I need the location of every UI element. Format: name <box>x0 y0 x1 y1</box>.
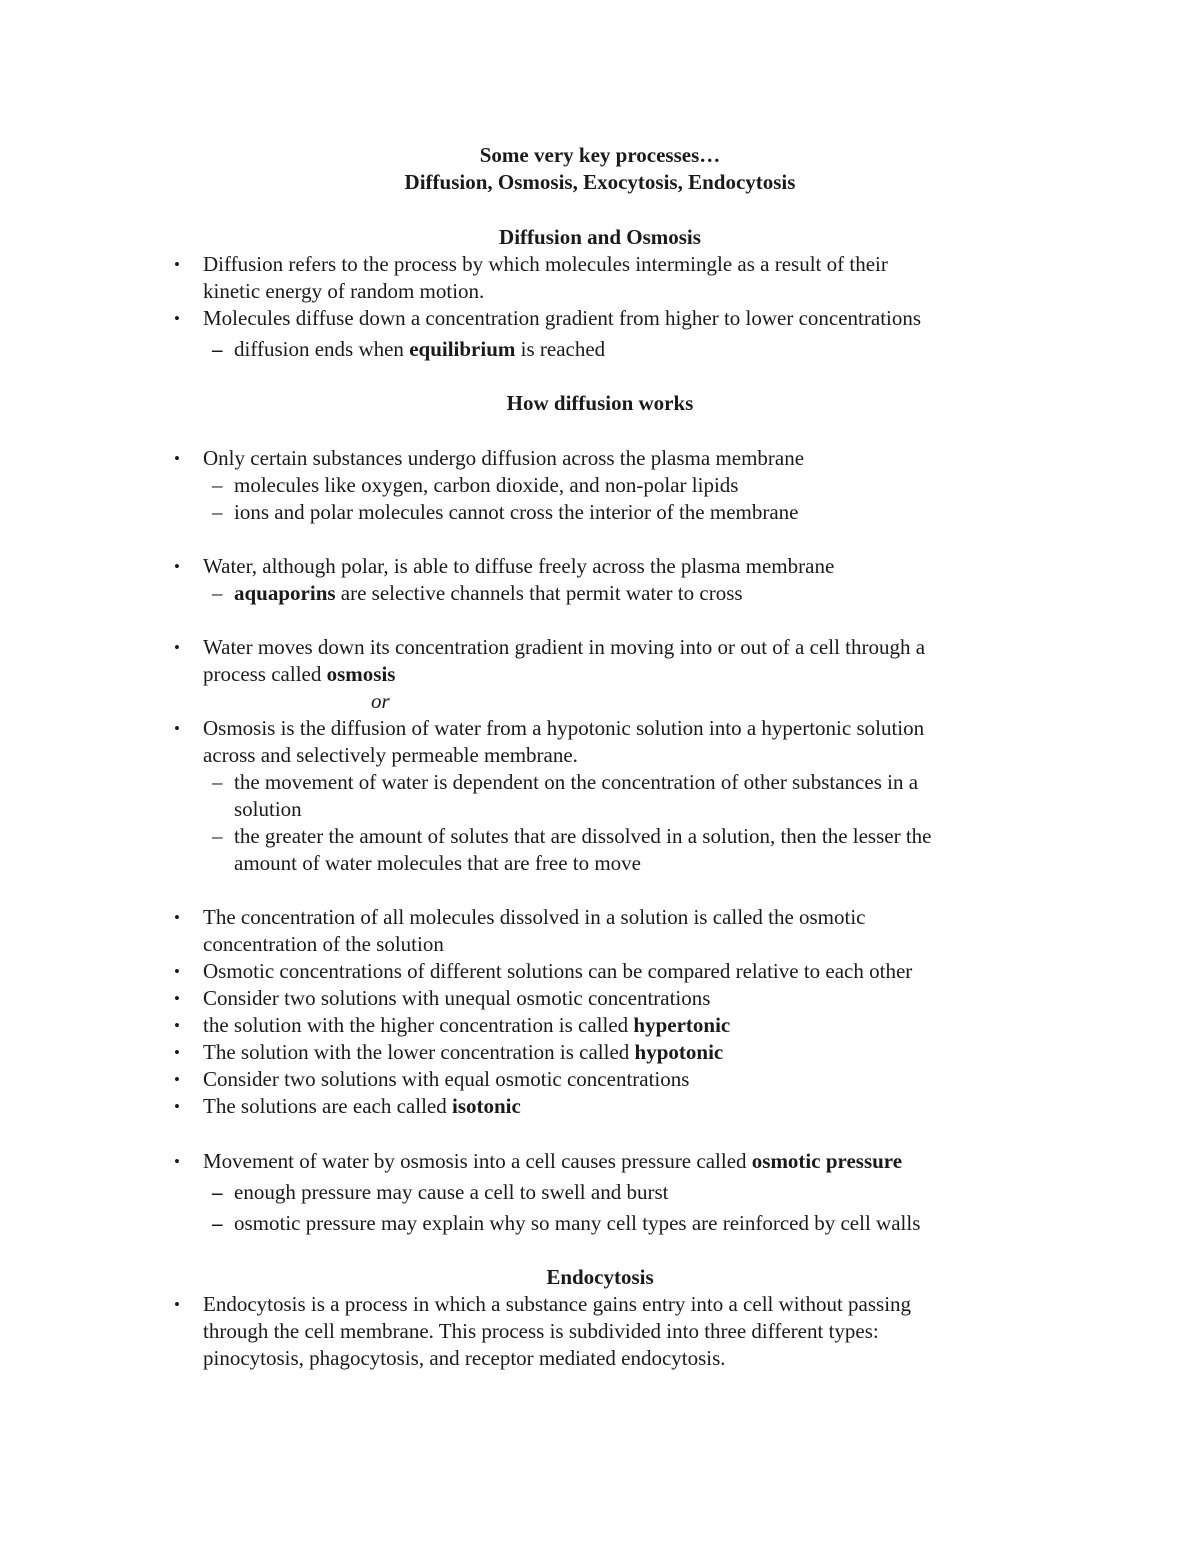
bullet-icon: • <box>174 989 180 1008</box>
list-item-text: Osmotic concentrations of different solutions can be compared relative to each other <box>203 959 913 983</box>
dash-icon: – <box>212 1180 223 1204</box>
sub-item-text: the greater the amount of solutes that are dissolved in a solution, then the lesser the <box>234 824 932 848</box>
list-item-text: kinetic energy of random motion. <box>203 279 485 303</box>
list-item-text: Water, although polar, is able to diffuse freely across the plasma membrane <box>203 554 835 578</box>
dash-icon: – <box>212 770 223 794</box>
bullet-icon: • <box>174 1295 180 1314</box>
sub-item-text: solution <box>234 797 302 821</box>
document-subtitle: Diffusion, Osmosis, Exocytosis, Endocytosis <box>404 170 796 194</box>
bullet-icon: • <box>174 1016 180 1035</box>
list-item-text: process called osmosis <box>203 662 396 686</box>
bullet-icon: • <box>174 962 180 981</box>
or-connector: or <box>371 689 390 713</box>
list-item-text: across and selectively permeable membrane. <box>203 743 578 767</box>
list-item-text: pinocytosis, phagocytosis, and receptor mediated endocytosis. <box>203 1346 726 1370</box>
bullet-icon: • <box>174 638 180 657</box>
list-item-text: the solution with the higher concentration is called hypertonic <box>203 1013 731 1037</box>
bullet-icon: • <box>174 255 180 274</box>
dash-icon: – <box>212 581 223 605</box>
sub-item-text: enough pressure may cause a cell to swell and burst <box>234 1180 669 1204</box>
list-item-text: Only certain substances undergo diffusion across the plasma membrane <box>203 446 805 470</box>
list-item-text: Consider two solutions with unequal osmotic concentrations <box>203 986 711 1010</box>
sub-item-text: osmotic pressure may explain why so many cell types are reinforced by cell walls <box>234 1211 921 1235</box>
dash-icon: – <box>212 1211 223 1235</box>
bullet-icon: • <box>174 1043 180 1062</box>
bullet-icon: • <box>174 557 180 576</box>
sub-item-text: molecules like oxygen, carbon dioxide, and non-polar lipids <box>234 473 739 497</box>
list-item-text: through the cell membrane. This process is subdivided into three different types: <box>203 1319 879 1343</box>
list-item-text: Osmosis is the diffusion of water from a hypotonic solution into a hypertonic solution <box>203 716 925 740</box>
list-item-text: The concentration of all molecules dissolved in a solution is called the osmotic <box>203 905 866 929</box>
bullet-icon: • <box>174 908 180 927</box>
bullet-icon: • <box>174 1070 180 1089</box>
bullet-icon: • <box>174 1152 180 1171</box>
list-item-text: Consider two solutions with equal osmotic concentrations <box>203 1067 690 1091</box>
bullet-icon: • <box>174 719 180 738</box>
document-title: Some very key processes… <box>479 143 721 167</box>
dash-icon: – <box>212 500 223 524</box>
sub-item-text: diffusion ends when equilibrium is reached <box>234 337 606 361</box>
list-item-text: The solutions are each called isotonic <box>203 1094 521 1118</box>
sub-item-text: aquaporins are selective channels that permit water to cross <box>234 581 743 605</box>
list-item-text: concentration of the solution <box>203 932 444 956</box>
dash-icon: – <box>212 473 223 497</box>
sub-item-text: ions and polar molecules cannot cross the interior of the membrane <box>234 500 799 524</box>
list-item-text: Diffusion refers to the process by which molecules intermingle as a result of their <box>203 252 888 276</box>
sub-item-text: the movement of water is dependent on the concentration of other substances in a <box>234 770 919 794</box>
list-item-text: Water moves down its concentration gradient in moving into or out of a cell through a <box>203 635 926 659</box>
bullet-icon: • <box>174 449 180 468</box>
section-heading-diffusion-osmosis: Diffusion and Osmosis <box>499 225 701 249</box>
section-heading-endocytosis: Endocytosis <box>546 1265 654 1289</box>
list-item-text: Endocytosis is a process in which a substance gains entry into a cell without passing <box>203 1292 912 1316</box>
list-item-text: The solution with the lower concentration is called hypotonic <box>203 1040 724 1064</box>
bullet-icon: • <box>174 309 180 328</box>
list-item-text: Movement of water by osmosis into a cell causes pressure called osmotic pressure <box>203 1149 903 1173</box>
section-heading-how-diffusion: How diffusion works <box>506 391 694 415</box>
dash-icon: – <box>212 824 223 848</box>
bullet-icon: • <box>174 1097 180 1116</box>
list-item-text: Molecules diffuse down a concentration gradient from higher to lower concentrations <box>203 306 922 330</box>
dash-icon: – <box>212 337 223 361</box>
sub-item-text: amount of water molecules that are free to move <box>234 851 641 875</box>
